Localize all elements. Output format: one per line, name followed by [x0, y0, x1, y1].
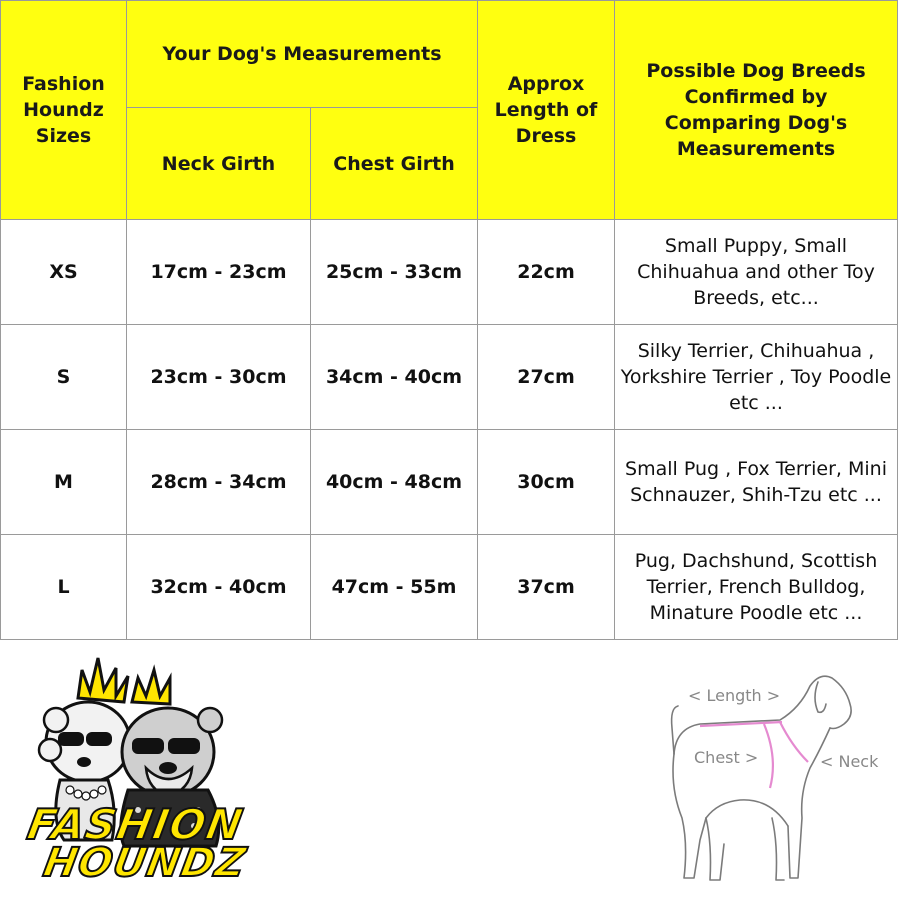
header-sizes: Fashion Houndz Sizes — [1, 1, 127, 220]
table-row — [1, 325, 898, 430]
header-breeds: Possible Dog Breeds Confirmed by Comparing Dog's Measurements — [615, 1, 898, 220]
header-measurements: Your Dog's Measurements — [127, 1, 478, 108]
header-length: Approx Length of Dress — [478, 1, 615, 220]
size-cell: M — [1, 430, 127, 535]
table-row — [1, 535, 898, 640]
neck-cell: 23cm - 30cm — [127, 325, 311, 430]
breeds-cell: Small Puppy, Small Chihuahua and other Toy Breeds, etc... — [615, 220, 898, 325]
chest-cell: 34cm - 40cm — [311, 325, 478, 430]
chest-cell: 47cm - 55m — [311, 535, 478, 640]
breeds-cell: Small Pug , Fox Terrier, Mini Schnauzer, Shih-Tzu etc ... — [615, 430, 898, 535]
neck-cell: 17cm - 23cm — [127, 220, 311, 325]
neck-cell: 32cm - 40cm — [127, 535, 311, 640]
length-cell: 22cm — [478, 220, 615, 325]
size-cell: S — [1, 325, 127, 430]
chest-label: Chest > — [694, 748, 759, 767]
table-row — [1, 220, 898, 325]
fashion-houndz-logo — [20, 650, 250, 890]
header-chest-girth: Chest Girth — [311, 108, 478, 220]
chest-cell: 25cm - 33cm — [311, 220, 478, 325]
length-cell: 37cm — [478, 535, 615, 640]
length-cell: 30cm — [478, 430, 615, 535]
header-neck-girth: Neck Girth — [127, 108, 311, 220]
size-cell: XS — [1, 220, 127, 325]
table-row — [1, 430, 898, 535]
length-cell: 27cm — [478, 325, 615, 430]
neck-cell: 28cm - 34cm — [127, 430, 311, 535]
breeds-cell: Pug, Dachshund, Scottish Terrier, French Bulldog, Minature Poodle etc ... — [615, 535, 898, 640]
size-cell: L — [1, 535, 127, 640]
chest-cell: 40cm - 48cm — [311, 430, 478, 535]
logo-text-fashion: FASHION — [23, 800, 247, 849]
neck-label: < Neck — [820, 752, 879, 771]
breeds-cell: Silky Terrier, Chihuahua , Yorkshire Terrier , Toy Poodle etc ... — [615, 325, 898, 430]
dog-measurement-diagram — [660, 668, 880, 893]
length-label: < Length > — [688, 686, 781, 705]
logo-text-houndz: HOUNDZ — [39, 840, 250, 886]
